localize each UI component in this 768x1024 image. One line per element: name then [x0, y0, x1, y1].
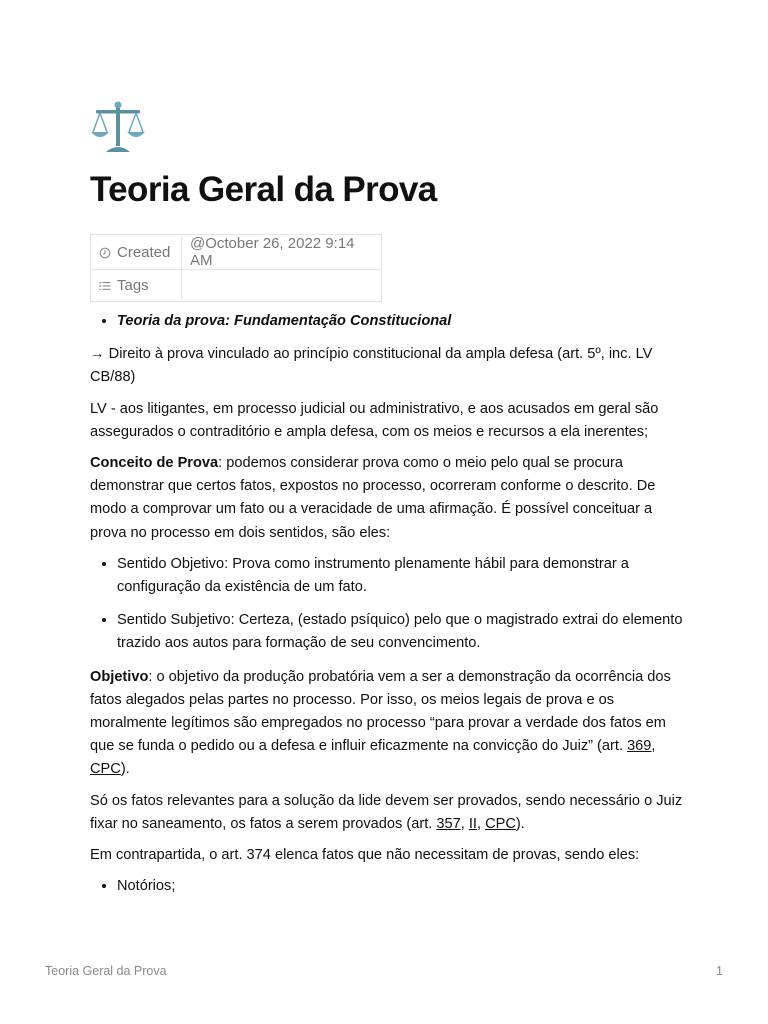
property-key-tags	[91, 270, 182, 302]
page-body	[90, 98, 690, 906]
page-content	[90, 310, 690, 898]
sentidos-list	[90, 553, 690, 656]
clock-icon	[99, 247, 111, 259]
paragraph: LV - aos litigantes, em processo judicial ou administrativo, e aos acusados em geral são assegurados o contraditório e ampla defesa, com os meios e recursos a ela inerentes;	[90, 400, 659, 440]
paragraph: Em contrapartida, o art. 374 elenca fatos que não necessitam de provas, sendo eles:	[90, 847, 640, 864]
list-icon	[99, 280, 111, 292]
cpc-link[interactable]: CPC	[90, 761, 121, 778]
article-link[interactable]: 369	[627, 738, 652, 755]
item-link[interactable]: II	[468, 815, 477, 832]
tags-label: Tags	[117, 277, 149, 294]
property-row-tags	[91, 270, 382, 302]
cpc-link[interactable]: CPC	[485, 815, 516, 832]
created-value: @October 26, 2022 9:14 AM	[182, 235, 382, 270]
list-item: • Sentido Objetivo: Prova como instrumento plenamente hábil para demonstrar a configuração da existência de um fato.	[117, 553, 690, 599]
footer-title: Teoria Geral da Prova	[45, 964, 167, 978]
article-link[interactable]: 357	[436, 815, 461, 832]
page-number: 1	[716, 964, 723, 978]
page-footer	[45, 964, 723, 978]
bold-term: Conceito de Prova	[90, 455, 219, 472]
properties-table	[90, 234, 382, 302]
paragraph: Objetivo: o objetivo da produção probatória vem a ser a demonstração da ocorrência dos fatos alegados pelas partes no processo. Por isso, os meios legais de prova e os moralmente legítimos são empregados no processo “para provar a verdade dos fatos em que se funda o pedido ou a defesa e influir eficazmente na convicção do Juiz” (art. 369, CPC).	[90, 668, 671, 778]
heading-bullet-list	[90, 310, 690, 333]
property-key-created	[91, 235, 182, 270]
page-title: Teoria Geral da Prova	[90, 170, 437, 209]
paragraph: → Direito à prova vinculado ao princípio constitucional da ampla defesa (art. 5º, inc. LV CB/88)	[90, 346, 653, 386]
fatos-list	[90, 875, 690, 898]
created-label: Created	[117, 243, 171, 261]
section-heading: Teoria da prova: Fundamentação Constitucional	[117, 313, 452, 329]
balance-scale-icon	[88, 98, 148, 158]
bold-term: Objetivo	[90, 668, 149, 685]
paragraph: Só os fatos relevantes para a solução da lide devem ser provados, sendo necessário o Juiz fixar no saneamento, os fatos a serem provados (art. 357, II, CPC).	[90, 792, 683, 832]
list-item: • Sentido Subjetivo: Certeza, (estado psíquico) pelo que o magistrado extrai do elemento trazido aos autos para formação de seu convencimento.	[117, 609, 690, 655]
list-item: • Notórios;	[117, 875, 690, 898]
tags-value[interactable]	[182, 270, 382, 302]
paragraph: Conceito de Prova: podemos considerar prova como o meio pelo qual se procura demonstrar que certos fatos, expostos no processo, ocorreram conforme o descrito. De modo a comprovar um fato ou a veracidade de uma afirmação. É possível conceituar a prova no processo em dois sentidos, são eles:	[90, 455, 656, 541]
list-item	[117, 310, 690, 333]
property-row-created	[91, 235, 382, 270]
